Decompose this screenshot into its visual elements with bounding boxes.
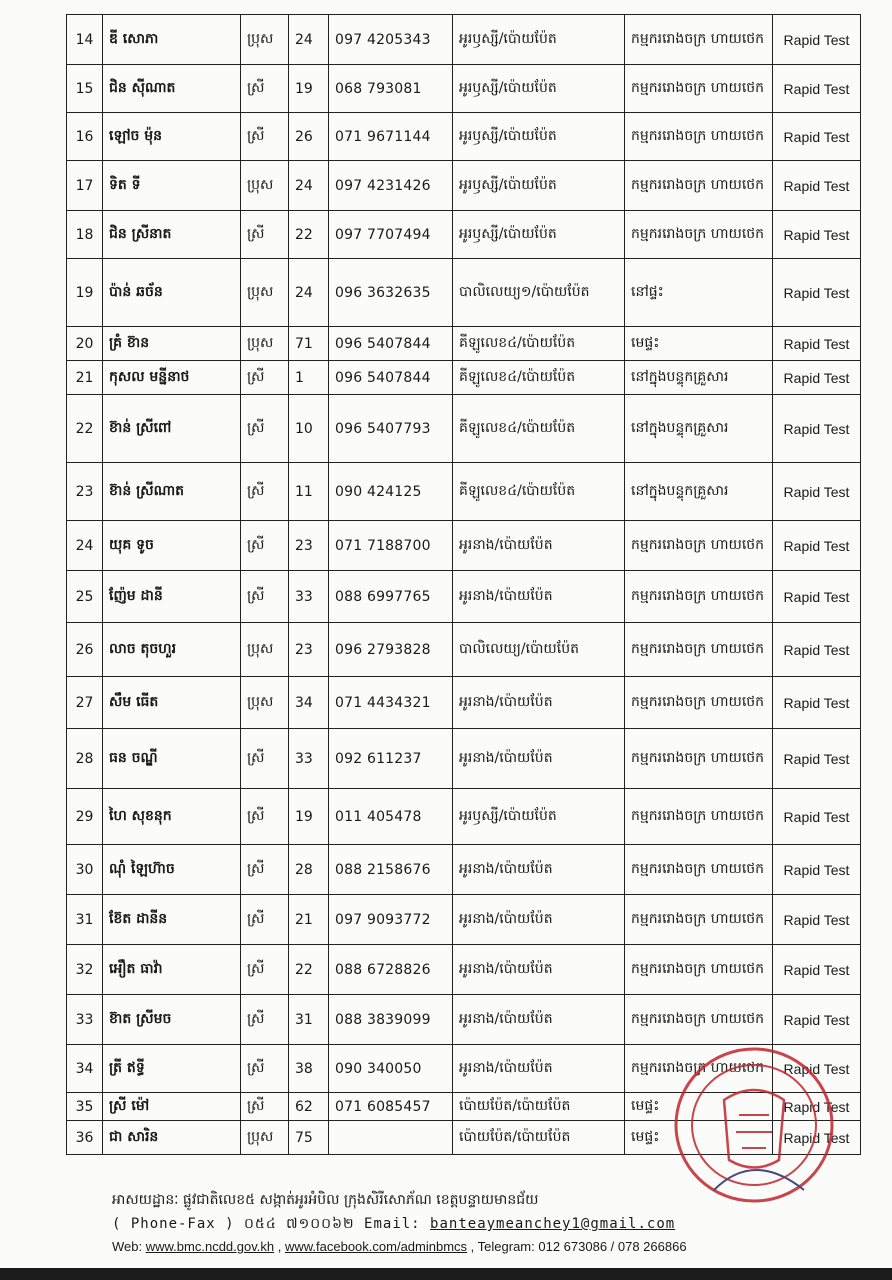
- cell-address: អូរឫស្សី/ប៉ោយប៉ែត: [453, 161, 625, 211]
- cell-no: 35: [67, 1093, 103, 1121]
- footer-web-link[interactable]: www.bmc.ncdd.gov.kh: [145, 1239, 275, 1254]
- cell-occupation: កម្មកររោងចក្រ ហាយថេក: [625, 789, 773, 845]
- cell-occupation: កម្មកររោងចក្រ ហាយថេក: [625, 1045, 773, 1093]
- cell-test: Rapid Test: [773, 361, 861, 395]
- cell-no: 24: [67, 521, 103, 571]
- cell-test: Rapid Test: [773, 789, 861, 845]
- roster-table: [66, 14, 861, 1155]
- cell-occupation: កម្មកររោងចក្រ ហាយថេក: [625, 65, 773, 113]
- cell-occupation: កម្មកររោងចក្រ ហាយថេក: [625, 845, 773, 895]
- table-row: [67, 729, 861, 789]
- cell-no: 20: [67, 327, 103, 361]
- cell-occupation: កម្មកររោងចក្រ ហាយថេក: [625, 521, 773, 571]
- cell-test: Rapid Test: [773, 211, 861, 259]
- cell-phone: 097 7707494: [329, 211, 453, 259]
- cell-test: Rapid Test: [773, 677, 861, 729]
- cell-address: គីឡូលេខ៤/ប៉ោយប៉ែត: [453, 361, 625, 395]
- cell-no: 15: [67, 65, 103, 113]
- cell-occupation: កម្មកររោងចក្រ ហាយថេក: [625, 15, 773, 65]
- cell-age: 38: [289, 1045, 329, 1093]
- cell-name: ត្រី ឥទ្ធី: [103, 1045, 241, 1093]
- cell-sex: ប្រុស: [241, 1121, 289, 1155]
- cell-occupation: មេផ្ទះ: [625, 1121, 773, 1155]
- cell-sex: ស្រី: [241, 945, 289, 995]
- cell-phone: 071 7188700: [329, 521, 453, 571]
- cell-age: 1: [289, 361, 329, 395]
- footer-telegram: Telegram: 012 673086 / 078 266866: [477, 1239, 687, 1254]
- cell-sex: ស្រី: [241, 571, 289, 623]
- table-row: [67, 65, 861, 113]
- cell-test: Rapid Test: [773, 845, 861, 895]
- cell-occupation: មេផ្ទះ: [625, 327, 773, 361]
- footer-email-link[interactable]: banteaymeanchey1@gmail.com: [430, 1216, 676, 1232]
- cell-no: 21: [67, 361, 103, 395]
- cell-name: ឌី សោភា: [103, 15, 241, 65]
- cell-occupation: នៅផ្ទះ: [625, 259, 773, 327]
- cell-sex: ស្រី: [241, 395, 289, 463]
- cell-test: Rapid Test: [773, 161, 861, 211]
- cell-test: Rapid Test: [773, 113, 861, 161]
- cell-no: 25: [67, 571, 103, 623]
- cell-age: 33: [289, 571, 329, 623]
- cell-sex: ស្រី: [241, 995, 289, 1045]
- cell-phone: 071 4434321: [329, 677, 453, 729]
- cell-no: 33: [67, 995, 103, 1045]
- footer-web: Web: www.bmc.ncdd.gov.kh , www.facebook.com/adminbmcs , Telegram: 012 673086 / 078 266866: [112, 1239, 687, 1254]
- cell-name: សឹម ធើត: [103, 677, 241, 729]
- cell-name: ជិន ស៊ីណាត: [103, 65, 241, 113]
- cell-address: អូរនាង/ប៉ោយប៉ែត: [453, 729, 625, 789]
- footer-email-label: Email:: [364, 1216, 421, 1232]
- cell-test: Rapid Test: [773, 327, 861, 361]
- cell-no: 18: [67, 211, 103, 259]
- cell-occupation: កម្មកររោងចក្រ ហាយថេក: [625, 677, 773, 729]
- cell-sex: ស្រី: [241, 895, 289, 945]
- cell-test: Rapid Test: [773, 15, 861, 65]
- cell-age: 19: [289, 65, 329, 113]
- cell-no: 31: [67, 895, 103, 945]
- cell-address: អូរនាង/ប៉ោយប៉ែត: [453, 945, 625, 995]
- cell-sex: ស្រី: [241, 1093, 289, 1121]
- cell-occupation: កម្មកររោងចក្រ ហាយថេក: [625, 161, 773, 211]
- cell-phone: 071 9671144: [329, 113, 453, 161]
- official-seal: [654, 1040, 844, 1210]
- cell-age: 24: [289, 15, 329, 65]
- cell-no: 28: [67, 729, 103, 789]
- cell-address: អូរឫស្សី/ប៉ោយប៉ែត: [453, 113, 625, 161]
- cell-no: 27: [67, 677, 103, 729]
- cell-phone: 011 405478: [329, 789, 453, 845]
- cell-name: កុសល មន្នីនាថ: [103, 361, 241, 395]
- cell-phone: 096 5407793: [329, 395, 453, 463]
- cell-test: Rapid Test: [773, 729, 861, 789]
- cell-phone: 096 2793828: [329, 623, 453, 677]
- cell-age: 62: [289, 1093, 329, 1121]
- cell-phone: 090 340050: [329, 1045, 453, 1093]
- cell-sex: ស្រី: [241, 65, 289, 113]
- cell-name: លាច តុចហួរ: [103, 623, 241, 677]
- cell-age: 19: [289, 789, 329, 845]
- cell-address: ប៉ោយប៉ែត/ប៉ោយប៉ែត: [453, 1093, 625, 1121]
- cell-address: គីឡូលេខ៤/ប៉ោយប៉ែត: [453, 463, 625, 521]
- cell-address: អូរនាង/ប៉ោយប៉ែត: [453, 571, 625, 623]
- table-row: [67, 361, 861, 395]
- cell-name: ខ៊ាត ស្រីមច: [103, 995, 241, 1045]
- footer-contact: [112, 1214, 832, 1235]
- table-row: [67, 15, 861, 65]
- cell-address: អូរនាង/ប៉ោយប៉ែត: [453, 677, 625, 729]
- cell-no: 36: [67, 1121, 103, 1155]
- cell-occupation: នៅក្នុងបន្ទុកគ្រួសារ: [625, 463, 773, 521]
- cell-phone: 088 6728826: [329, 945, 453, 995]
- cell-no: 19: [67, 259, 103, 327]
- cell-phone: 096 3632635: [329, 259, 453, 327]
- table-row: [67, 521, 861, 571]
- cell-phone: 088 3839099: [329, 995, 453, 1045]
- cell-name: ខ៊ែត ដានីន: [103, 895, 241, 945]
- cell-test: Rapid Test: [773, 521, 861, 571]
- cell-phone: [329, 1121, 453, 1155]
- table-row: [67, 895, 861, 945]
- cell-age: 11: [289, 463, 329, 521]
- cell-phone: 090 424125: [329, 463, 453, 521]
- cell-name: ធន ចណ្ឌី: [103, 729, 241, 789]
- cell-test: Rapid Test: [773, 1093, 861, 1121]
- cell-age: 24: [289, 161, 329, 211]
- cell-test: Rapid Test: [773, 1045, 861, 1093]
- cell-sex: ស្រី: [241, 361, 289, 395]
- cell-age: 23: [289, 623, 329, 677]
- cell-no: 14: [67, 15, 103, 65]
- cell-phone: 088 6997765: [329, 571, 453, 623]
- cell-address: គីឡូលេខ៤/ប៉ោយប៉ែត: [453, 327, 625, 361]
- cell-address: គីឡូលេខ៤/ប៉ោយប៉ែត: [453, 395, 625, 463]
- cell-no: 34: [67, 1045, 103, 1093]
- cell-test: Rapid Test: [773, 623, 861, 677]
- cell-age: 10: [289, 395, 329, 463]
- cell-occupation: កម្មកររោងចក្រ ហាយថេក: [625, 995, 773, 1045]
- cell-sex: ប្រុស: [241, 161, 289, 211]
- cell-age: 21: [289, 895, 329, 945]
- cell-address: បាលិលេយ្យ/ប៉ោយប៉ែត: [453, 623, 625, 677]
- cell-address: អូរឫស្សី/ប៉ោយប៉ែត: [453, 211, 625, 259]
- cell-address: អូរនាង/ប៉ោយប៉ែត: [453, 521, 625, 571]
- cell-address: អូរនាង/ប៉ោយប៉ែត: [453, 845, 625, 895]
- cell-age: 22: [289, 211, 329, 259]
- cell-test: Rapid Test: [773, 65, 861, 113]
- cell-name: ហៃ សុខនុក: [103, 789, 241, 845]
- cell-name: អឿត ធាវ៉ា: [103, 945, 241, 995]
- cell-name: ជា សារិន: [103, 1121, 241, 1155]
- cell-address: អូរឫស្សី/ប៉ោយប៉ែត: [453, 789, 625, 845]
- cell-test: Rapid Test: [773, 463, 861, 521]
- cell-test: Rapid Test: [773, 995, 861, 1045]
- cell-sex: ប្រុស: [241, 327, 289, 361]
- cell-address: អូរឫស្សី/ប៉ោយប៉ែត: [453, 15, 625, 65]
- cell-occupation: កម្មកររោងចក្រ ហាយថេក: [625, 113, 773, 161]
- cell-name: ស្រី ម៉ៅ: [103, 1093, 241, 1121]
- cell-address: អូរនាង/ប៉ោយប៉ែត: [453, 895, 625, 945]
- cell-test: Rapid Test: [773, 395, 861, 463]
- cell-phone: 092 611237: [329, 729, 453, 789]
- cell-age: 26: [289, 113, 329, 161]
- cell-age: 22: [289, 945, 329, 995]
- table-row: [67, 945, 861, 995]
- cell-name: ឡៅច ម៉ុន: [103, 113, 241, 161]
- cell-no: 30: [67, 845, 103, 895]
- cell-sex: ស្រី: [241, 113, 289, 161]
- cell-occupation: នៅក្នុងបន្ទុកគ្រួសារ: [625, 395, 773, 463]
- table-row: [67, 995, 861, 1045]
- table-row: [67, 571, 861, 623]
- cell-name: ញ៉ែម ដានី: [103, 571, 241, 623]
- roster-body: [67, 15, 861, 1155]
- footer-address: អាសយដ្ឋានៈ ផ្លូវជាតិលេខ៥ សង្កាត់អូរអំបិល ក្រុងសិរីសោភ័ណ ខេត្តបន្ទាយមានជ័យ: [112, 1192, 539, 1208]
- cell-occupation: កម្មកររោងចក្រ ហាយថេក: [625, 729, 773, 789]
- table-row: [67, 623, 861, 677]
- table-row: [67, 327, 861, 361]
- cell-phone: 096 5407844: [329, 327, 453, 361]
- cell-sex: ស្រី: [241, 789, 289, 845]
- cell-occupation: កម្មកររោងចក្រ ហាយថេក: [625, 571, 773, 623]
- cell-no: 17: [67, 161, 103, 211]
- cell-test: Rapid Test: [773, 1121, 861, 1155]
- cell-phone: 071 6085457: [329, 1093, 453, 1121]
- cell-sex: ប្រុស: [241, 15, 289, 65]
- table-row: [67, 113, 861, 161]
- cell-occupation: កម្មកររោងចក្រ ហាយថេក: [625, 623, 773, 677]
- cell-sex: ស្រី: [241, 1045, 289, 1093]
- table-row: [67, 395, 861, 463]
- cell-phone: 088 2158676: [329, 845, 453, 895]
- footer: [112, 1190, 832, 1254]
- table-row: [67, 211, 861, 259]
- cell-occupation: នៅក្នុងបន្ទុកគ្រួសារ: [625, 361, 773, 395]
- cell-phone: 068 793081: [329, 65, 453, 113]
- cell-phone: 097 4205343: [329, 15, 453, 65]
- cell-age: 28: [289, 845, 329, 895]
- cell-phone: 096 5407844: [329, 361, 453, 395]
- cell-no: 23: [67, 463, 103, 521]
- cell-name: យុគ ទូច: [103, 521, 241, 571]
- cell-age: 75: [289, 1121, 329, 1155]
- cell-age: 31: [289, 995, 329, 1045]
- cell-address: អូរនាង/ប៉ោយប៉ែត: [453, 1045, 625, 1093]
- cell-test: Rapid Test: [773, 895, 861, 945]
- cell-address: បាលិលេយ្យ១/ប៉ោយប៉ែត: [453, 259, 625, 327]
- cell-age: 23: [289, 521, 329, 571]
- cell-test: Rapid Test: [773, 571, 861, 623]
- cell-sex: ស្រី: [241, 729, 289, 789]
- cell-test: Rapid Test: [773, 945, 861, 995]
- cell-name: ទិត ទី: [103, 161, 241, 211]
- cell-sex: ប្រុស: [241, 623, 289, 677]
- table-row: [67, 259, 861, 327]
- cell-sex: ស្រី: [241, 211, 289, 259]
- cell-no: 26: [67, 623, 103, 677]
- cell-phone: 097 4231426: [329, 161, 453, 211]
- cell-name: គ្រំ ខ៊ាន: [103, 327, 241, 361]
- cell-no: 16: [67, 113, 103, 161]
- cell-no: 32: [67, 945, 103, 995]
- cell-address: ប៉ោយប៉ែត/ប៉ោយប៉ែត: [453, 1121, 625, 1155]
- cell-name: ខ៊ាន់ ស្រីពៅ: [103, 395, 241, 463]
- cell-address: អូរនាង/ប៉ោយប៉ែត: [453, 995, 625, 1045]
- cell-age: 33: [289, 729, 329, 789]
- cell-name: ខ៊ាន់ ស្រីណាត: [103, 463, 241, 521]
- cell-sex: ស្រី: [241, 845, 289, 895]
- cell-test: Rapid Test: [773, 259, 861, 327]
- cell-occupation: កម្មកររោងចក្រ ហាយថេក: [625, 211, 773, 259]
- cell-name: ជិន ស្រីនាត: [103, 211, 241, 259]
- cell-name: ណុំ ឡៃហ៊ាច: [103, 845, 241, 895]
- footer-web-label: Web:: [112, 1239, 143, 1254]
- cell-phone: 097 9093772: [329, 895, 453, 945]
- cell-occupation: មេផ្ទះ: [625, 1093, 773, 1121]
- cell-occupation: កម្មកររោងចក្រ ហាយថេក: [625, 945, 773, 995]
- cell-sex: ប្រុស: [241, 259, 289, 327]
- footer-facebook-link[interactable]: www.facebook.com/adminbmcs: [284, 1239, 468, 1254]
- cell-no: 29: [67, 789, 103, 845]
- cell-no: 22: [67, 395, 103, 463]
- cell-sex: ប្រុស: [241, 677, 289, 729]
- cell-sex: ស្រី: [241, 463, 289, 521]
- cell-age: 34: [289, 677, 329, 729]
- bottom-edge: [0, 1268, 892, 1280]
- table-row: [67, 789, 861, 845]
- cell-name: ប៉ាន់ ឆច័ន: [103, 259, 241, 327]
- cell-age: 71: [289, 327, 329, 361]
- cell-sex: ស្រី: [241, 521, 289, 571]
- table-row: [67, 677, 861, 729]
- table-row: [67, 161, 861, 211]
- table-row: [67, 845, 861, 895]
- cell-occupation: កម្មកររោងចក្រ ហាយថេក: [625, 895, 773, 945]
- footer-phone-fax: ( Phone-Fax ) ០៥៤ ៧១០០៦២: [112, 1216, 355, 1232]
- cell-age: 24: [289, 259, 329, 327]
- table-row: [67, 463, 861, 521]
- cell-address: អូរឫស្សី/ប៉ោយប៉ែត: [453, 65, 625, 113]
